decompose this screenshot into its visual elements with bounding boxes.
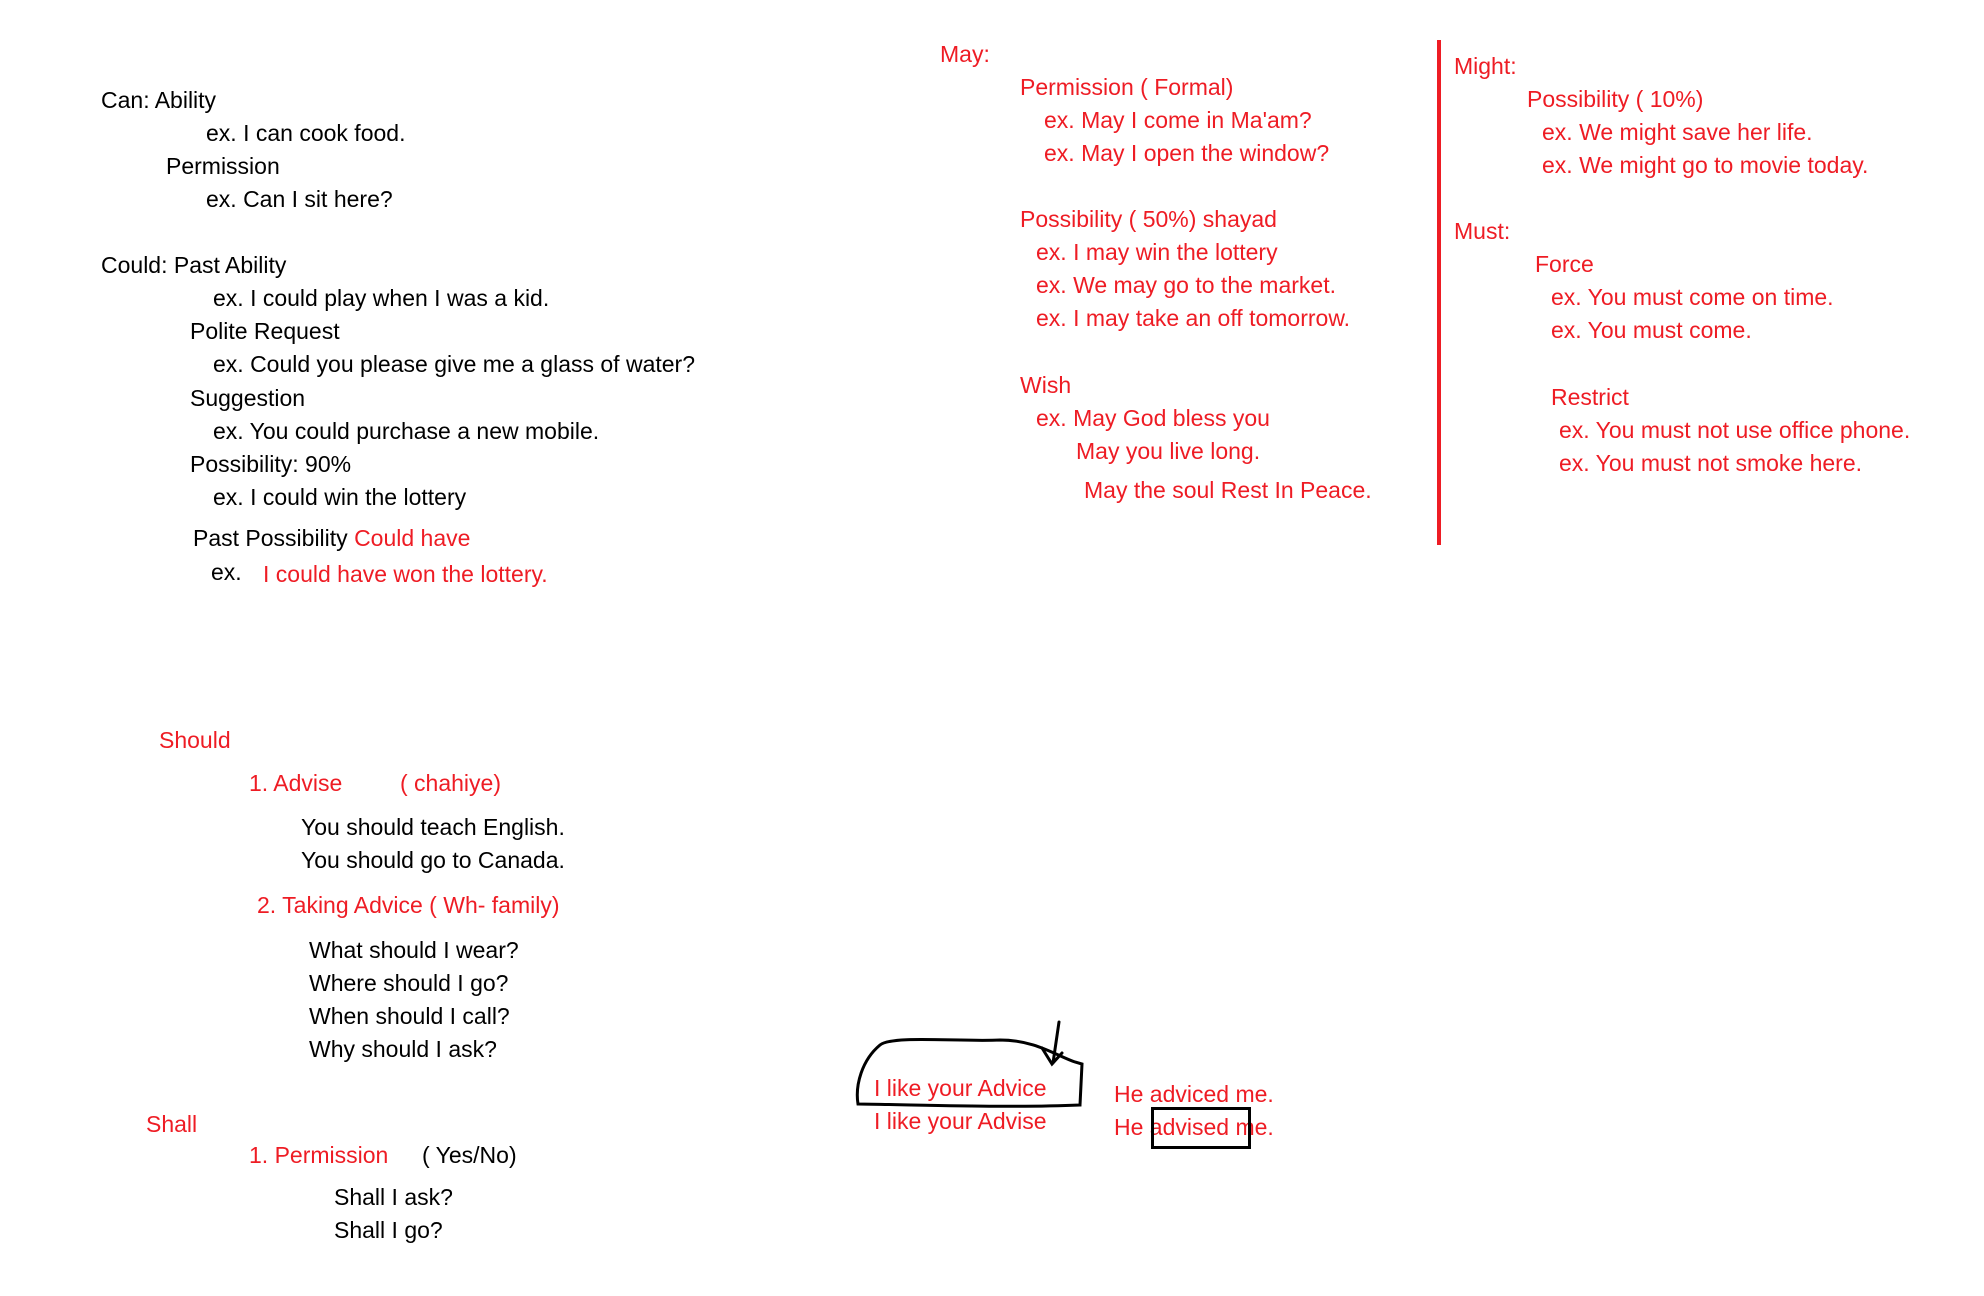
could-example-4: ex. I could win the lottery <box>213 484 467 510</box>
may-permission-label: Permission ( Formal) <box>1020 74 1234 100</box>
must-example-3: ex. You must not use office phone. <box>1559 417 1911 443</box>
may-example-8: May the soul Rest In Peace. <box>1084 477 1372 503</box>
shall-yes-no-label: ( Yes/No) <box>422 1142 517 1168</box>
may-possibility-label: Possibility ( 50%) shayad <box>1020 206 1277 232</box>
shall-example-2: Shall I go? <box>334 1217 443 1243</box>
may-example-7: May you live long. <box>1076 438 1261 464</box>
should-taking-advice-label: 2. Taking Advice ( Wh- family) <box>257 892 560 918</box>
may-example-3: ex. I may win the lottery <box>1036 239 1278 265</box>
advice-noun-line: I like your Advice <box>874 1075 1047 1101</box>
might-example-1: ex. We might save her life. <box>1542 119 1813 145</box>
must-example-2: ex. You must come. <box>1551 317 1752 343</box>
could-example-5-prefix: ex. <box>211 559 242 585</box>
could-example-2: ex. Could you please give me a glass of water? <box>213 351 695 377</box>
must-force-label: Force <box>1535 251 1594 277</box>
could-example-1: ex. I could play when I was a kid. <box>213 285 550 311</box>
advised-box <box>1151 1107 1251 1149</box>
could-possibility-label: Possibility: 90% <box>190 451 352 477</box>
may-example-2: ex. May I open the window? <box>1044 140 1330 166</box>
might-possibility-label: Possibility ( 10%) <box>1527 86 1704 112</box>
may-example-4: ex. We may go to the market. <box>1036 272 1336 298</box>
shall-heading: Shall <box>146 1111 198 1137</box>
could-suggestion-label: Suggestion <box>190 385 306 411</box>
could-have-label: Could have <box>354 525 471 551</box>
can-example-2: ex. Can I sit here? <box>206 186 393 212</box>
adviced-line: He adviced me. <box>1114 1081 1274 1107</box>
should-heading: Should <box>159 727 231 753</box>
should-advise-label: 1. Advise <box>249 770 343 796</box>
must-example-1: ex. You must come on time. <box>1551 284 1834 310</box>
could-heading: Could: Past Ability <box>101 252 287 278</box>
can-permission-label: Permission <box>166 153 280 179</box>
could-example-5: I could have won the lottery. <box>263 561 548 587</box>
can-heading: Can: Ability <box>101 87 217 113</box>
should-example-1: You should teach English. <box>301 814 565 840</box>
may-example-5: ex. I may take an off tomorrow. <box>1036 305 1351 331</box>
shall-permission-label: 1. Permission <box>249 1142 389 1168</box>
could-polite-request-label: Polite Request <box>190 318 340 344</box>
must-heading: Must: <box>1454 218 1511 244</box>
may-wish-label: Wish <box>1020 372 1072 398</box>
should-example-2: You should go to Canada. <box>301 847 565 873</box>
must-example-4: ex. You must not smoke here. <box>1559 450 1863 476</box>
advised-line-prefix: He <box>1114 1114 1144 1140</box>
advised-word: advised <box>1149 1114 1230 1140</box>
might-heading: Might: <box>1454 53 1517 79</box>
may-example-1: ex. May I come in Ma'am? <box>1044 107 1312 133</box>
should-question-4: Why should I ask? <box>309 1036 497 1062</box>
might-example-2: ex. We might go to movie today. <box>1542 152 1869 178</box>
must-restrict-label: Restrict <box>1551 384 1629 410</box>
may-example-6: ex. May God bless you <box>1036 405 1270 431</box>
should-question-1: What should I wear? <box>309 937 519 963</box>
should-question-2: Where should I go? <box>309 970 509 996</box>
advise-line: I like your Advise <box>874 1108 1047 1134</box>
can-example-1: ex. I can cook food. <box>206 120 406 146</box>
could-example-3: ex. You could purchase a new mobile. <box>213 418 600 444</box>
hand-drawn-arrow-icon <box>1042 1022 1062 1064</box>
past-possibility-label: Past Possibility <box>193 525 348 551</box>
advised-line-suffix: me. <box>1235 1114 1274 1140</box>
should-question-3: When should I call? <box>309 1003 510 1029</box>
shall-example-1: Shall I ask? <box>334 1184 453 1210</box>
may-heading: May: <box>940 41 990 67</box>
should-chahiye-label: ( chahiye) <box>400 770 501 796</box>
